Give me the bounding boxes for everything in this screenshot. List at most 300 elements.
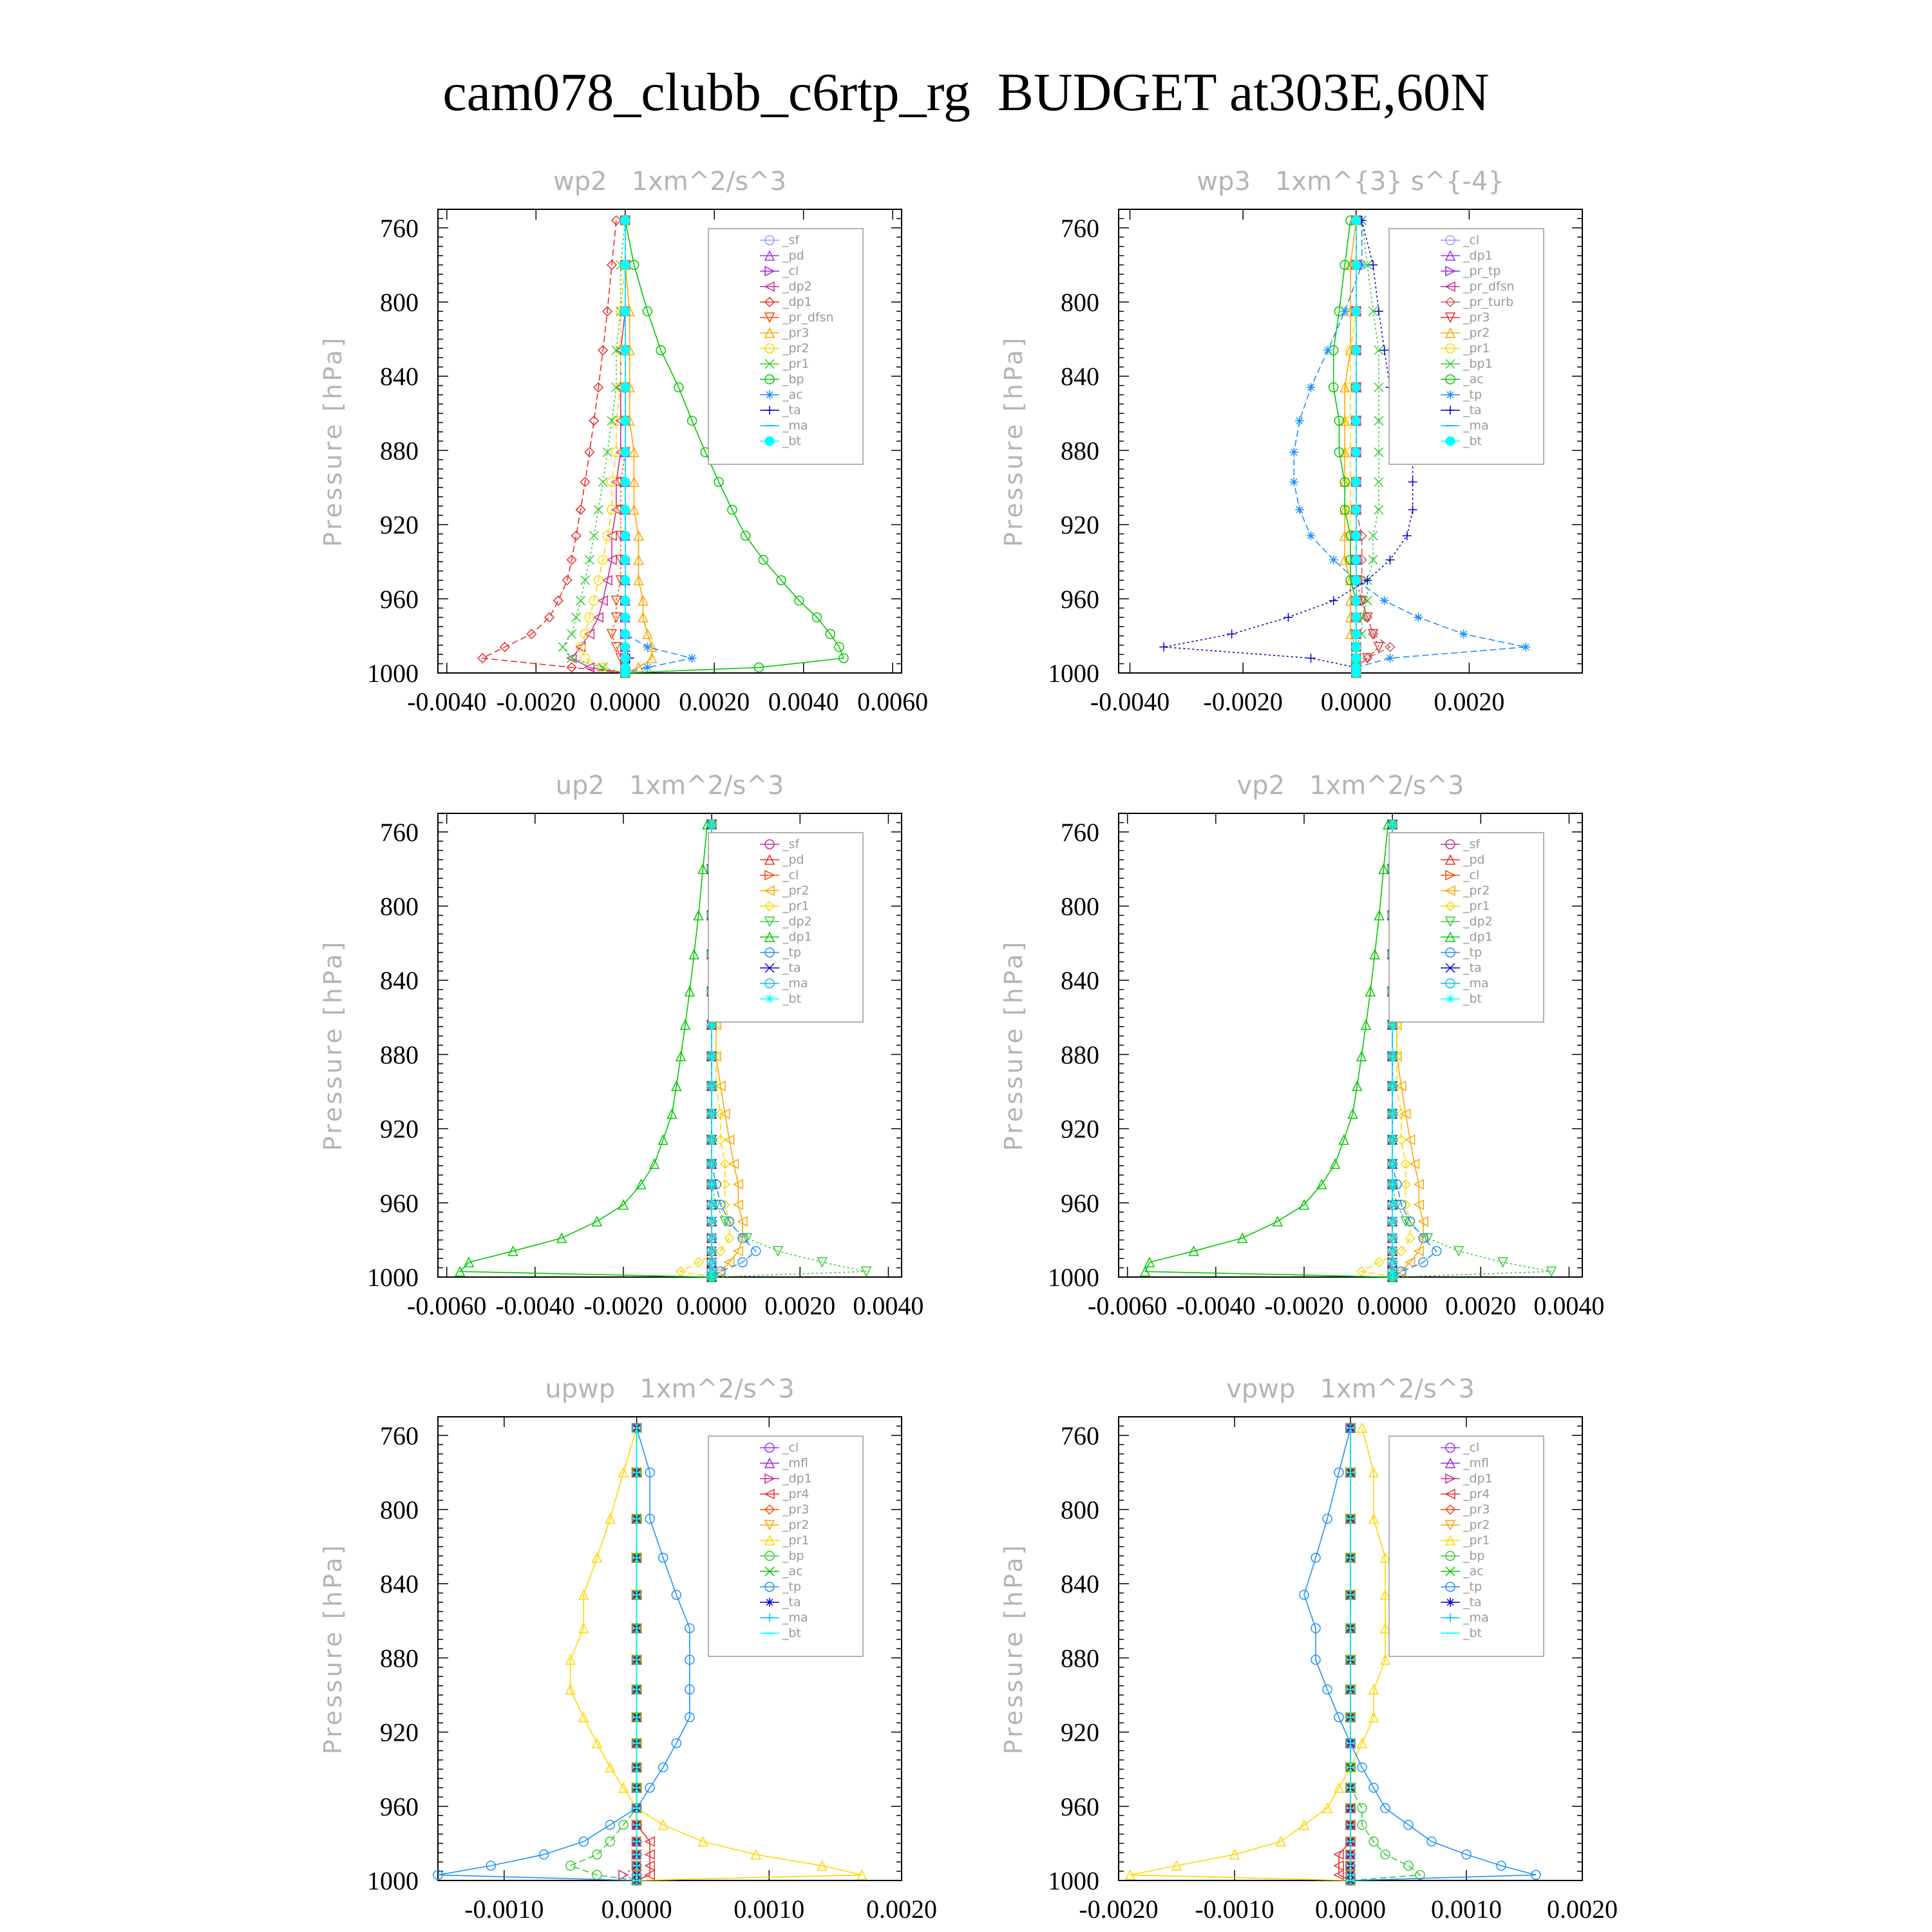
data-point bbox=[707, 1135, 716, 1144]
y-tick-label: 840 bbox=[1061, 362, 1099, 392]
legend-label: _pr3 bbox=[1463, 310, 1490, 325]
data-point bbox=[1374, 383, 1383, 392]
data-point bbox=[1374, 506, 1383, 515]
y-tick-label: 1000 bbox=[1048, 1866, 1099, 1895]
legend-label: _pr3 bbox=[782, 326, 810, 340]
data-point bbox=[567, 654, 576, 663]
series-line bbox=[1164, 220, 1412, 673]
y-tick-label: 760 bbox=[380, 1421, 419, 1450]
data-point bbox=[580, 654, 589, 663]
data-point bbox=[1408, 477, 1417, 486]
legend-label: _ac bbox=[1463, 1564, 1484, 1578]
data-point bbox=[621, 346, 630, 355]
legend-label: _tp bbox=[1463, 945, 1482, 960]
data-point bbox=[1352, 416, 1361, 425]
legend-label: _pr2 bbox=[1463, 884, 1490, 898]
chart-panel-2 bbox=[999, 167, 1582, 716]
y-tick-label: 880 bbox=[380, 1643, 419, 1673]
y-tick-label: 960 bbox=[1061, 584, 1099, 614]
legend-label: _dp1 bbox=[1463, 930, 1493, 944]
data-point bbox=[707, 1273, 716, 1282]
data-point bbox=[1352, 506, 1361, 515]
data-point bbox=[1352, 630, 1361, 639]
data-point bbox=[1352, 654, 1361, 663]
legend-label: _cl bbox=[782, 868, 799, 882]
legend-label: _bt bbox=[782, 434, 802, 448]
data-point bbox=[1340, 307, 1349, 316]
legend-label: _ta bbox=[1463, 403, 1482, 417]
data-point bbox=[1352, 596, 1361, 605]
data-point bbox=[621, 576, 630, 585]
y-tick-label: 760 bbox=[380, 817, 419, 847]
legend-label: _ac bbox=[782, 388, 803, 402]
legend-label: _bt bbox=[1463, 1626, 1482, 1640]
data-point bbox=[1388, 820, 1397, 829]
chart-panel-3 bbox=[319, 771, 923, 1320]
data-point bbox=[621, 531, 630, 540]
legend-label: _ma bbox=[782, 419, 808, 433]
panel-title: vp2 1xm^2/s^3 bbox=[1236, 771, 1464, 800]
x-tick-label: -0.0060 bbox=[1088, 1291, 1168, 1320]
legend-label: _cl bbox=[782, 264, 799, 278]
y-tick-label: 1000 bbox=[367, 659, 419, 688]
legend-label: _dp1 bbox=[1463, 1472, 1493, 1486]
legend-label: _ta bbox=[782, 961, 801, 975]
legend-label: _pd bbox=[1463, 853, 1485, 867]
legend-label: _tp bbox=[782, 945, 802, 960]
legend-label: _dp2 bbox=[1463, 914, 1493, 929]
x-tick-label: 0.0020 bbox=[1434, 687, 1505, 716]
x-tick-label: 0.0000 bbox=[1357, 1291, 1428, 1320]
data-point bbox=[1329, 596, 1338, 605]
data-point bbox=[1352, 216, 1361, 225]
y-tick-label: 800 bbox=[1061, 892, 1099, 921]
legend-label: _pr1 bbox=[782, 357, 810, 371]
y-tick-label: 840 bbox=[380, 966, 419, 996]
panel-title: wp3 1xm^{3} s^{-4} bbox=[1197, 167, 1504, 196]
x-tick-label: -0.0040 bbox=[1176, 1291, 1256, 1320]
figure-title: cam078_clubb_c6rtp_rg BUDGET at303E,60N bbox=[442, 62, 1490, 122]
series-pr2 bbox=[576, 216, 630, 677]
legend-label: _bt bbox=[782, 1626, 802, 1640]
legend-label: _pr2 bbox=[782, 1518, 810, 1532]
legend-label: _ma bbox=[1463, 976, 1489, 990]
series-pr1 bbox=[558, 216, 630, 677]
series-tp bbox=[433, 1423, 694, 1885]
x-tick-label: 0.0020 bbox=[866, 1895, 937, 1924]
legend-label: _cl bbox=[1463, 233, 1480, 247]
data-point bbox=[621, 506, 630, 515]
legend-label: _pd bbox=[782, 853, 804, 867]
y-axis-label: Pressure [hPa] bbox=[999, 335, 1028, 547]
data-point bbox=[621, 643, 630, 652]
y-tick-label: 920 bbox=[380, 1114, 419, 1144]
y-tick-label: 800 bbox=[1061, 1495, 1099, 1524]
data-point bbox=[1307, 531, 1316, 540]
legend-label: _cl bbox=[1463, 1441, 1480, 1455]
x-tick-label: -0.0060 bbox=[407, 1291, 487, 1320]
data-point bbox=[585, 555, 594, 564]
y-tick-label: 880 bbox=[380, 1040, 419, 1070]
legend-marker bbox=[1446, 390, 1455, 399]
data-point bbox=[688, 654, 697, 663]
data-point bbox=[621, 596, 630, 605]
y-tick-label: 1000 bbox=[1048, 1263, 1099, 1292]
x-tick-label: 0.0000 bbox=[601, 1895, 672, 1924]
data-point bbox=[1368, 555, 1378, 564]
legend-marker bbox=[1446, 437, 1455, 446]
legend-label: _pd bbox=[782, 249, 804, 263]
legend-label: _ma bbox=[782, 976, 808, 990]
data-point bbox=[1374, 477, 1383, 486]
legend-label: _pr2 bbox=[1463, 1518, 1490, 1532]
x-tick-label: 0.0060 bbox=[857, 687, 929, 716]
legend-label: _cl bbox=[782, 1441, 799, 1455]
data-point bbox=[1388, 1052, 1397, 1061]
data-point bbox=[1289, 448, 1298, 457]
data-point bbox=[1385, 654, 1394, 663]
y-tick-label: 760 bbox=[1061, 817, 1099, 847]
data-point bbox=[1403, 531, 1412, 540]
legend-label: _bp1 bbox=[1463, 357, 1493, 371]
legend-label: _dp1 bbox=[782, 1472, 812, 1486]
series-pr3 bbox=[621, 216, 657, 677]
legend-label: _ta bbox=[782, 403, 801, 417]
data-point bbox=[1352, 555, 1361, 564]
data-point bbox=[707, 1052, 716, 1061]
data-point bbox=[621, 307, 630, 316]
data-point bbox=[605, 1837, 614, 1846]
legend-label: _ta bbox=[1463, 961, 1482, 975]
data-point bbox=[572, 613, 581, 622]
legend bbox=[708, 833, 863, 1022]
x-tick-label: 0.0020 bbox=[764, 1291, 836, 1320]
data-point bbox=[1307, 383, 1316, 392]
series-pr_turb bbox=[1352, 216, 1395, 677]
data-point bbox=[1374, 643, 1383, 652]
legend-marker bbox=[1446, 994, 1455, 1003]
legend-label: _pr_dfsn bbox=[782, 310, 834, 325]
legend-label: _pr2 bbox=[1463, 326, 1490, 340]
panel-title: wp2 1xm^2/s^3 bbox=[553, 167, 787, 196]
data-point bbox=[1352, 383, 1361, 392]
legend-label: _ma bbox=[1463, 419, 1489, 433]
chart-panel-1 bbox=[319, 167, 928, 716]
y-tick-label: 960 bbox=[1061, 1188, 1099, 1218]
data-point bbox=[1380, 596, 1389, 605]
legend-label: _bt bbox=[1463, 434, 1482, 448]
data-point bbox=[1352, 477, 1361, 486]
data-point bbox=[554, 596, 563, 605]
data-point bbox=[589, 531, 598, 540]
legend bbox=[708, 229, 863, 464]
panel-title: upwp 1xm^2/s^3 bbox=[545, 1374, 795, 1404]
series-pr4 bbox=[1334, 1423, 1355, 1885]
legend bbox=[708, 1436, 863, 1656]
data-point bbox=[1352, 531, 1361, 540]
legend-marker bbox=[765, 437, 774, 446]
data-point bbox=[707, 820, 716, 829]
x-tick-label: -0.0010 bbox=[1195, 1895, 1274, 1924]
y-tick-label: 840 bbox=[1061, 1569, 1099, 1599]
legend-label: _bp bbox=[1463, 1549, 1485, 1563]
y-tick-label: 920 bbox=[1061, 1718, 1099, 1747]
y-tick-label: 800 bbox=[380, 892, 419, 921]
data-point bbox=[1227, 630, 1236, 639]
legend-label: _ma bbox=[782, 1611, 808, 1625]
x-tick-label: 0.0020 bbox=[1445, 1291, 1517, 1320]
chart-panel-5 bbox=[319, 1374, 937, 1924]
legend bbox=[1389, 1436, 1544, 1656]
legend-label: _sf bbox=[782, 233, 800, 247]
x-tick-label: 0.0020 bbox=[679, 687, 750, 716]
x-tick-label: 0.0000 bbox=[676, 1291, 748, 1320]
series-line bbox=[438, 1428, 690, 1880]
y-tick-label: 800 bbox=[380, 1495, 419, 1524]
data-point bbox=[621, 216, 630, 225]
y-tick-label: 1000 bbox=[367, 1263, 419, 1292]
legend-marker bbox=[765, 994, 774, 1003]
series-line bbox=[1145, 824, 1392, 1277]
legend-label: _cl bbox=[1463, 868, 1480, 882]
series-dp1 bbox=[455, 820, 716, 1282]
y-axis-label: Pressure [hPa] bbox=[999, 939, 1028, 1151]
legend-label: _pr2 bbox=[782, 341, 810, 355]
data-point bbox=[621, 654, 630, 663]
data-point bbox=[1404, 1861, 1413, 1870]
legend-label: _pr1 bbox=[782, 899, 810, 913]
legend-label: _pr3 bbox=[782, 1502, 810, 1517]
legend-label: _dp2 bbox=[782, 279, 812, 294]
x-tick-label: -0.0040 bbox=[495, 1291, 575, 1320]
series-bp bbox=[566, 1423, 641, 1885]
data-point bbox=[592, 1850, 601, 1859]
legend-label: _dp1 bbox=[782, 930, 812, 944]
data-point bbox=[576, 596, 585, 605]
legend-label: _tp bbox=[782, 1580, 802, 1594]
x-tick-label: 0.0000 bbox=[589, 687, 661, 716]
data-point bbox=[621, 668, 630, 677]
legend-label: _pr3 bbox=[1463, 1502, 1490, 1517]
data-point bbox=[572, 531, 581, 540]
x-tick-label: 0.0010 bbox=[734, 1895, 805, 1924]
series-ta bbox=[1159, 216, 1417, 677]
data-point bbox=[707, 1081, 716, 1090]
legend-label: _pr4 bbox=[782, 1487, 810, 1501]
data-point bbox=[1352, 668, 1361, 677]
x-tick-label: 0.0000 bbox=[1315, 1895, 1386, 1924]
data-point bbox=[1289, 477, 1298, 486]
data-point bbox=[1323, 346, 1332, 355]
series-line bbox=[460, 824, 712, 1277]
data-point bbox=[621, 630, 630, 639]
y-tick-label: 920 bbox=[1061, 510, 1099, 540]
y-tick-label: 920 bbox=[380, 1718, 419, 1747]
data-point bbox=[707, 1234, 716, 1243]
legend-label: _tp bbox=[1463, 388, 1482, 402]
data-point bbox=[594, 506, 603, 515]
data-point bbox=[1388, 1180, 1397, 1189]
data-point bbox=[1295, 506, 1304, 515]
data-point bbox=[612, 383, 621, 392]
legend-label: _ma bbox=[1463, 1611, 1489, 1625]
data-point bbox=[707, 1180, 716, 1189]
y-axis-label: Pressure [hPa] bbox=[319, 939, 347, 1151]
legend-label: _ac bbox=[1463, 372, 1484, 386]
legend-label: _bp bbox=[782, 1549, 804, 1563]
data-point bbox=[1388, 1273, 1397, 1282]
y-tick-label: 880 bbox=[380, 436, 419, 466]
y-axis-label: Pressure [hPa] bbox=[319, 1542, 347, 1755]
data-point bbox=[1414, 613, 1423, 622]
data-point bbox=[1388, 1081, 1397, 1090]
panel-title: vpwp 1xm^2/s^3 bbox=[1226, 1374, 1475, 1404]
legend-label: _pr1 bbox=[1463, 899, 1490, 913]
y-tick-label: 1000 bbox=[1048, 659, 1099, 688]
y-tick-label: 880 bbox=[1061, 1643, 1099, 1673]
series-ac bbox=[621, 216, 697, 677]
data-point bbox=[1352, 307, 1361, 316]
x-tick-label: 0.0040 bbox=[1533, 1291, 1605, 1320]
legend-label: _sf bbox=[1463, 837, 1481, 851]
legend-label: _ta bbox=[782, 1595, 801, 1609]
series-pr4 bbox=[632, 1423, 655, 1885]
data-point bbox=[558, 643, 567, 652]
y-tick-label: 760 bbox=[1061, 1421, 1099, 1450]
legend-label: _tp bbox=[1463, 1580, 1482, 1594]
y-tick-label: 800 bbox=[380, 288, 419, 317]
data-point bbox=[1283, 613, 1293, 622]
legend-label: _dp1 bbox=[782, 295, 812, 309]
x-tick-label: -0.0020 bbox=[1264, 1291, 1344, 1320]
data-point bbox=[580, 576, 589, 585]
x-tick-label: 0.0040 bbox=[853, 1291, 924, 1320]
series-line bbox=[571, 1428, 637, 1880]
series-pr1 bbox=[1346, 216, 1361, 677]
legend-label: _pr2 bbox=[782, 884, 810, 898]
x-tick-label: -0.0020 bbox=[1079, 1895, 1159, 1924]
data-point bbox=[1408, 506, 1417, 515]
legend-label: _pr1 bbox=[1463, 1533, 1490, 1548]
x-tick-label: -0.0010 bbox=[464, 1895, 544, 1924]
legend-label: _pr4 bbox=[1463, 1487, 1490, 1501]
legend-label: _pr_dfsn bbox=[1463, 279, 1515, 294]
data-point bbox=[566, 1861, 575, 1870]
y-axis-label: Pressure [hPa] bbox=[319, 335, 347, 547]
y-tick-label: 960 bbox=[380, 1188, 419, 1218]
legend-label: _bt bbox=[782, 992, 802, 1006]
data-point bbox=[1352, 346, 1361, 355]
data-point bbox=[621, 260, 630, 269]
y-tick-label: 1000 bbox=[367, 1866, 419, 1895]
data-point bbox=[1307, 654, 1316, 663]
y-tick-label: 760 bbox=[1061, 213, 1099, 243]
legend-label: _dp2 bbox=[782, 914, 812, 929]
series-line bbox=[581, 220, 625, 673]
data-point bbox=[1329, 555, 1338, 564]
legend-marker bbox=[1446, 1598, 1455, 1607]
legend bbox=[1389, 229, 1544, 464]
x-tick-label: 0.0010 bbox=[1431, 1895, 1502, 1924]
data-point bbox=[1352, 576, 1361, 585]
legend-label: _ac bbox=[782, 1564, 803, 1578]
y-tick-label: 920 bbox=[380, 510, 419, 540]
y-tick-label: 960 bbox=[380, 584, 419, 614]
y-tick-label: 880 bbox=[1061, 436, 1099, 466]
legend-label: _mfl bbox=[782, 1456, 808, 1470]
legend-label: _pr1 bbox=[782, 1533, 810, 1548]
data-point bbox=[621, 416, 630, 425]
legend-label: _pr_turb bbox=[1463, 295, 1514, 309]
data-point bbox=[1352, 260, 1361, 269]
data-point bbox=[1459, 630, 1468, 639]
y-tick-label: 880 bbox=[1061, 1040, 1099, 1070]
legend-label: _pr_tp bbox=[1463, 264, 1501, 278]
y-axis-label: Pressure [hPa] bbox=[999, 1542, 1028, 1755]
legend bbox=[1389, 833, 1544, 1022]
x-tick-label: 0.0000 bbox=[1320, 687, 1392, 716]
x-tick-label: -0.0020 bbox=[583, 1291, 663, 1320]
series-pr_dfsn bbox=[607, 216, 630, 677]
legend-label: _mfl bbox=[1463, 1456, 1489, 1470]
data-point bbox=[1388, 1135, 1397, 1144]
data-point bbox=[1352, 643, 1361, 652]
legend-marker bbox=[765, 1598, 774, 1607]
data-point bbox=[621, 477, 630, 486]
chart-panel-4 bbox=[999, 771, 1604, 1320]
legend-label: _sf bbox=[782, 837, 800, 851]
series-line bbox=[625, 220, 692, 673]
y-tick-label: 840 bbox=[1061, 966, 1099, 996]
data-point bbox=[621, 613, 630, 622]
data-point bbox=[1388, 1234, 1397, 1243]
y-tick-label: 960 bbox=[380, 1792, 419, 1821]
x-tick-label: 0.0020 bbox=[1547, 1895, 1618, 1924]
y-tick-label: 840 bbox=[380, 1569, 419, 1599]
data-point bbox=[1388, 1217, 1397, 1226]
legend-label: _ta bbox=[1463, 1595, 1482, 1609]
y-tick-label: 800 bbox=[1061, 288, 1099, 317]
series-dp1 bbox=[1141, 820, 1397, 1282]
series-dp1 bbox=[478, 216, 630, 677]
series-line bbox=[482, 220, 625, 673]
data-point bbox=[1521, 643, 1530, 652]
data-point bbox=[1352, 448, 1361, 457]
data-point bbox=[621, 448, 630, 457]
data-point bbox=[1295, 416, 1304, 425]
data-point bbox=[621, 555, 630, 564]
legend-label: _bp bbox=[782, 372, 804, 386]
x-tick-label: -0.0040 bbox=[407, 687, 487, 716]
legend-label: _dp1 bbox=[1463, 249, 1493, 263]
data-point bbox=[567, 630, 576, 639]
panel-title: up2 1xm^2/s^3 bbox=[555, 771, 784, 800]
y-tick-label: 840 bbox=[380, 362, 419, 392]
x-tick-label: -0.0040 bbox=[1090, 687, 1170, 716]
y-tick-label: 960 bbox=[1061, 1792, 1099, 1821]
data-point bbox=[1159, 643, 1168, 652]
legend-marker bbox=[765, 390, 774, 399]
x-tick-label: 0.0040 bbox=[768, 687, 839, 716]
legend-label: _bt bbox=[1463, 992, 1482, 1006]
data-point bbox=[707, 1217, 716, 1226]
y-tick-label: 920 bbox=[1061, 1114, 1099, 1144]
data-point bbox=[643, 663, 652, 672]
chart-panel-6 bbox=[999, 1374, 1618, 1924]
x-tick-label: -0.0020 bbox=[496, 687, 576, 716]
x-tick-label: -0.0020 bbox=[1203, 687, 1283, 716]
data-point bbox=[1352, 613, 1361, 622]
